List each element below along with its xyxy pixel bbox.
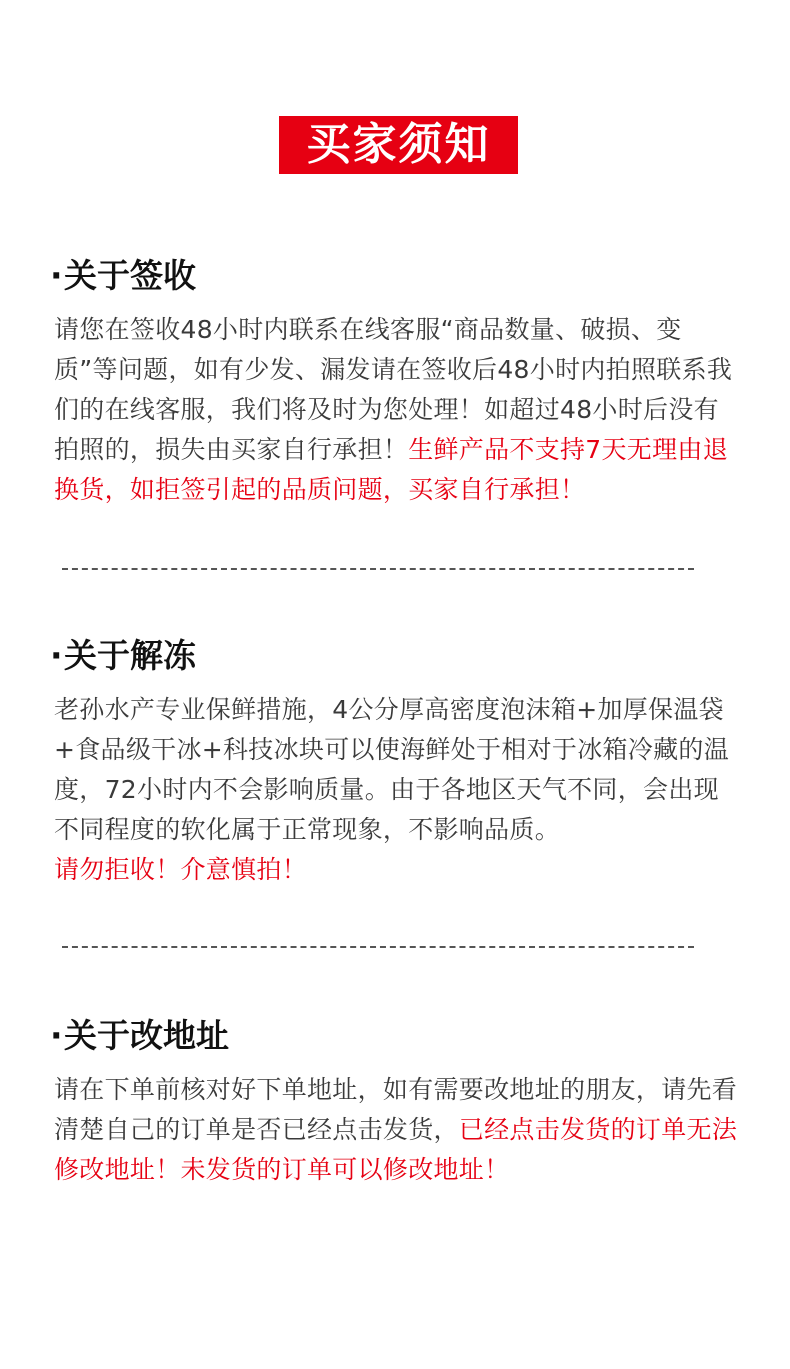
section-paragraph bbox=[54, 690, 740, 890]
section-thawing bbox=[50, 636, 740, 890]
dashed-divider bbox=[62, 946, 694, 948]
section-paragraph bbox=[54, 310, 740, 510]
section-heading bbox=[50, 636, 740, 676]
paragraph-warning-text: 已经点击发货的订单无法修改地址！未发货的订单可以修改地址！ bbox=[54, 1115, 738, 1184]
section-signing bbox=[50, 256, 740, 510]
paragraph-warning-text: 请勿拒收！介意慎拍！ bbox=[54, 855, 308, 884]
paragraph-normal-text: 请您在签收48小时内联系在线客服“商品数量、破损、变质”等问题，如有少发、漏发请在签收后48小时内拍照联系我们的在线客服，我们将及时为您处理！如超过48小时后没有拍照的，损失由买家自行承担！ bbox=[54, 315, 733, 464]
section-address-change bbox=[50, 1016, 740, 1190]
section-heading-text: 关于改地址 bbox=[64, 1016, 229, 1055]
section-heading-text: 关于解冻 bbox=[64, 636, 196, 675]
paragraph-normal-text: 请在下单前核对好下单地址，如有需要改地址的朋友，请先看清楚自己的订单是否已经点击发货， bbox=[54, 1075, 738, 1144]
section-heading bbox=[50, 256, 740, 296]
bullet-dot-icon: · bbox=[50, 636, 63, 675]
paragraph-normal-text: 老孙水产专业保鲜措施，4公分厚高密度泡沫箱+加厚保温袋+食品级干冰+科技冰块可以使海鲜处于相对于冰箱冷藏的温度，72小时内不会影响质量。由于各地区天气不同，会出现不同程度的软化属于正常现象，不影响品质。 bbox=[54, 695, 729, 844]
bullet-dot-icon: · bbox=[50, 1016, 63, 1055]
paragraph-warning-text: 生鲜产品不支持7天无理由退换货，如拒签引起的品质问题，买家自行承担！ bbox=[54, 435, 729, 504]
dashed-divider bbox=[62, 568, 694, 570]
bullet-dot-icon: · bbox=[50, 256, 63, 295]
section-heading bbox=[50, 1016, 740, 1056]
page-title-banner: 买家须知 bbox=[279, 116, 518, 174]
section-paragraph bbox=[54, 1070, 740, 1190]
section-heading-text: 关于签收 bbox=[64, 256, 196, 295]
